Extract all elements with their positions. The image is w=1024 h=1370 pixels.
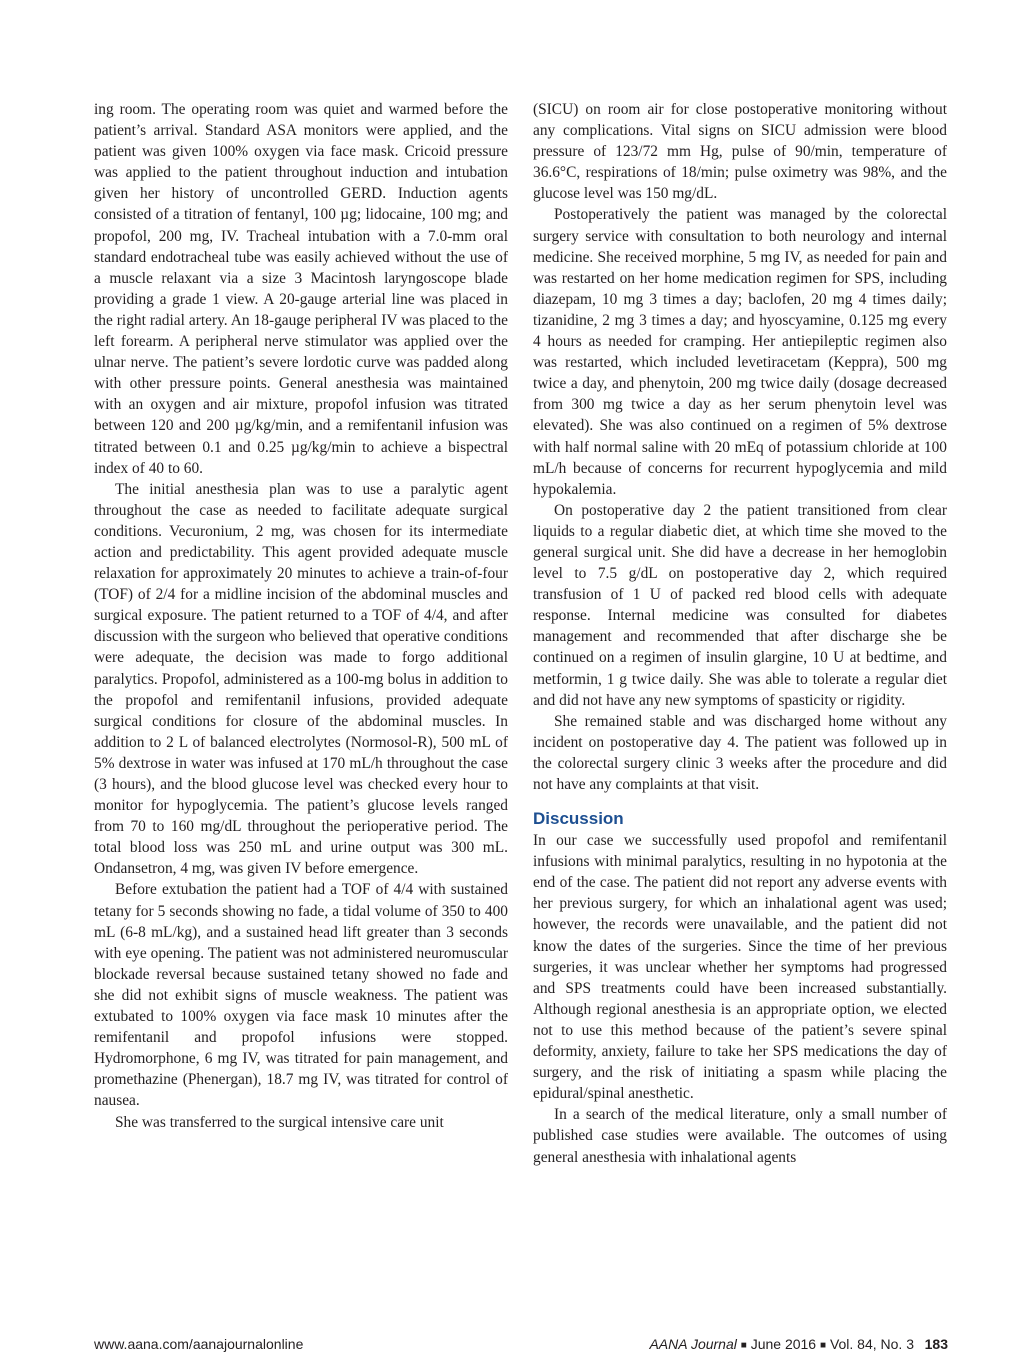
body-paragraph: In a search of the medical literature, only a small number of published case studies were available. The outcomes of using general anesthesia with inhalational agents	[533, 1106, 947, 1166]
separator-square: ■	[820, 1340, 827, 1351]
body-paragraph: She remained stable and was discharged home without any incident on postoperative day 4. The patient was followed up in the colorectal surgery clinic 3 weeks after the procedure and did not have any complaints at that visit.	[533, 712, 947, 793]
body-paragraph: (SICU) on room air for close postoperative monitoring without any complications. Vital signs on SICU admission were blood pressure of 123/72 mm Hg, pulse of 90/min, temperature of 36.6°C, respirations of 18/min; pulse oximetry was 98%, and the glucose level was 150 mg/dL.	[533, 101, 947, 203]
journal-name: AANA Journal	[649, 1336, 737, 1352]
body-paragraph: The initial anesthesia plan was to use a paralytic agent throughout the case as needed to facilitate adequate surgical conditions. Vecuronium, 2 mg, was chosen for its intermediate action and predictability. This agent provided adequate muscle relaxation for approximately 20 minutes to achieve a train-of-four (TOF) of 2/4 for a midline incision of the abdominal muscles and surgical exposure. The patient returned to a TOF of 4/4, and after discussion with the surgeon who believed that operative conditions were adequate, the decision was made to forgo additional paralytics. Propofol, administered as a 100-mg bolus in addition to the propofol and remifentanil infusions, provided adequate surgical conditions for closure of the abdominal muscles. In addition to 2 L of balanced electrolytes (Normosol-R), 500 mL of 5% dextrose in water was infused at 170 mL/h throughout the case (3 hours), and the blood glucose level was checked every hour to monitor for hypoglycemia. The patient’s glucose levels ranged from 70 to 160 mg/dL throughout the perioperative period. The total blood loss was 250 mL and urine output was 300 mL. Ondansetron, 4 mg, was given IV before emergence.	[94, 480, 508, 878]
body-paragraph: Before extubation the patient had a TOF of 4/4 with sustained tetany for 5 seconds showing no fade, a tidal volume of 350 to 400 mL (6-8 mL/kg), and a sustained head lift greater than 3 seconds with eye opening. The patient was not administered neuromuscular blockade reversal because sustained tetany showed no fade and she did not exhibit signs of muscle weakness. The patient was extubated to 100% oxygen via face mask 10 minutes after the remifentanil and propofol infusions were stopped. Hydromorphone, 6 mg IV, was titrated for pain management, and promethazine (Phenergan), 18.7 mg IV, was titrated for control of nausea.	[94, 881, 508, 1110]
footer-citation	[649, 1336, 914, 1352]
page-number: 183	[924, 1336, 948, 1352]
body-paragraph: She was transferred to the surgical intensive care unit	[115, 1113, 444, 1131]
issue-date: June 2016	[750, 1336, 817, 1352]
right-column	[533, 99, 947, 1168]
body-paragraph: On postoperative day 2 the patient transitioned from clear liquids to a regular diabetic diet, at which time she moved to the general surgical unit. She did have a decrease in her hemoglobin level to 7.5 g/dL on postoperative day 2, which required transfusion of 1 U of packed red blood cells with adequate response. Internal medicine was consulted for diabetes management and recommended that after discharge she be continued on a regimen of insulin glargine, 10 U at bedtime, and metformin, 1 g twice daily. She was able to tolerate a regular diet and did not have any new symptoms of spasticity or rigidity.	[533, 501, 947, 709]
volume-issue: Vol. 84, No. 3	[829, 1336, 914, 1352]
body-paragraph: Postoperatively the patient was managed by the colorectal surgery service with consultation to both neurology and internal medicine. She received morphine, 5 mg IV, as needed for pain and was restarted on her home medication regimen for SPS, including diazepam, 10 mg 3 times a day; baclofen, 20 mg 4 times daily; tizanidine, 2 mg 3 times a day; and hyoscyamine, 0.125 mg every 4 hours as needed for cramping. Her antiepileptic regimen also was restarted, which included levetiracetam (Keppra), 500 mg twice a day, and phenytoin, 200 mg twice daily (dosage decreased from 300 mg twice a day as her serum phenytoin level was elevated). She was also continued on a regimen of 5% dextrose with half normal saline with 20 mEq of potassium chloride at 100 mL/h because of concerns for recurrent hypoglycemia and mild hypokalemia.	[533, 206, 947, 498]
body-paragraph: ing room. The operating room was quiet and warmed before the patient’s arrival. Standard ASA monitors were applied, and the patient was given 100% oxygen via face mask. Cricoid pressure was applied to the patient throughout induction and intubation given her history of uncontrolled GERD. Induction agents consisted of a titration of fentanyl, 100 µg; lidocaine, 100 mg; and propofol, 200 mg, IV. Tracheal intubation with a 7.0-mm oral standard endotracheal tube was easily achieved without the use of a muscle relaxant via a size 3 Macintosh laryngoscope blade providing a grade 1 view. A 20-gauge arterial line was placed in the right radial artery. An 18-gauge peripheral IV was placed to the left forearm. A peripheral nerve stimulator was applied over the ulnar nerve. The patient’s severe lordotic curve was padded along with other pressure points. General anesthesia was maintained with an oxygen and air mixture, propofol infusion was titrated between 120 and 200 µg/kg/min, and a remifentanil infusion was titrated between 0.1 and 0.25 µg/kg/min to achieve a bispectral index of 40 to 60.	[94, 101, 508, 477]
section-heading-discussion: Discussion	[533, 809, 624, 829]
separator-square: ■	[740, 1340, 747, 1351]
left-column	[94, 99, 508, 1133]
body-paragraph: In our case we successfully used propofol and remifentanil infusions with minimal paralytics, resulting in no hypotonia at the end of the case. The patient did not report any adverse events with her previous surgery, for which an inhalational agent was used; however, the records were unavailable, and the patient did not know the dates of the surgeries. Since the time of her previous surgeries, it was unclear whether her symptoms had progressed and SPS treatments could have been increased substantially. Although regional anesthesia is an appropriate option, we elected not to use this method because of the patient’s severe spinal deformity, anxiety, failure to take her SPS medications the day of surgery, and the risk of initiating a spasm while placing the epidural/spinal anesthetic.	[533, 832, 947, 1103]
page-footer	[94, 1336, 948, 1356]
footer-url[interactable]: www.aana.com/aanajournalonline	[94, 1336, 304, 1352]
